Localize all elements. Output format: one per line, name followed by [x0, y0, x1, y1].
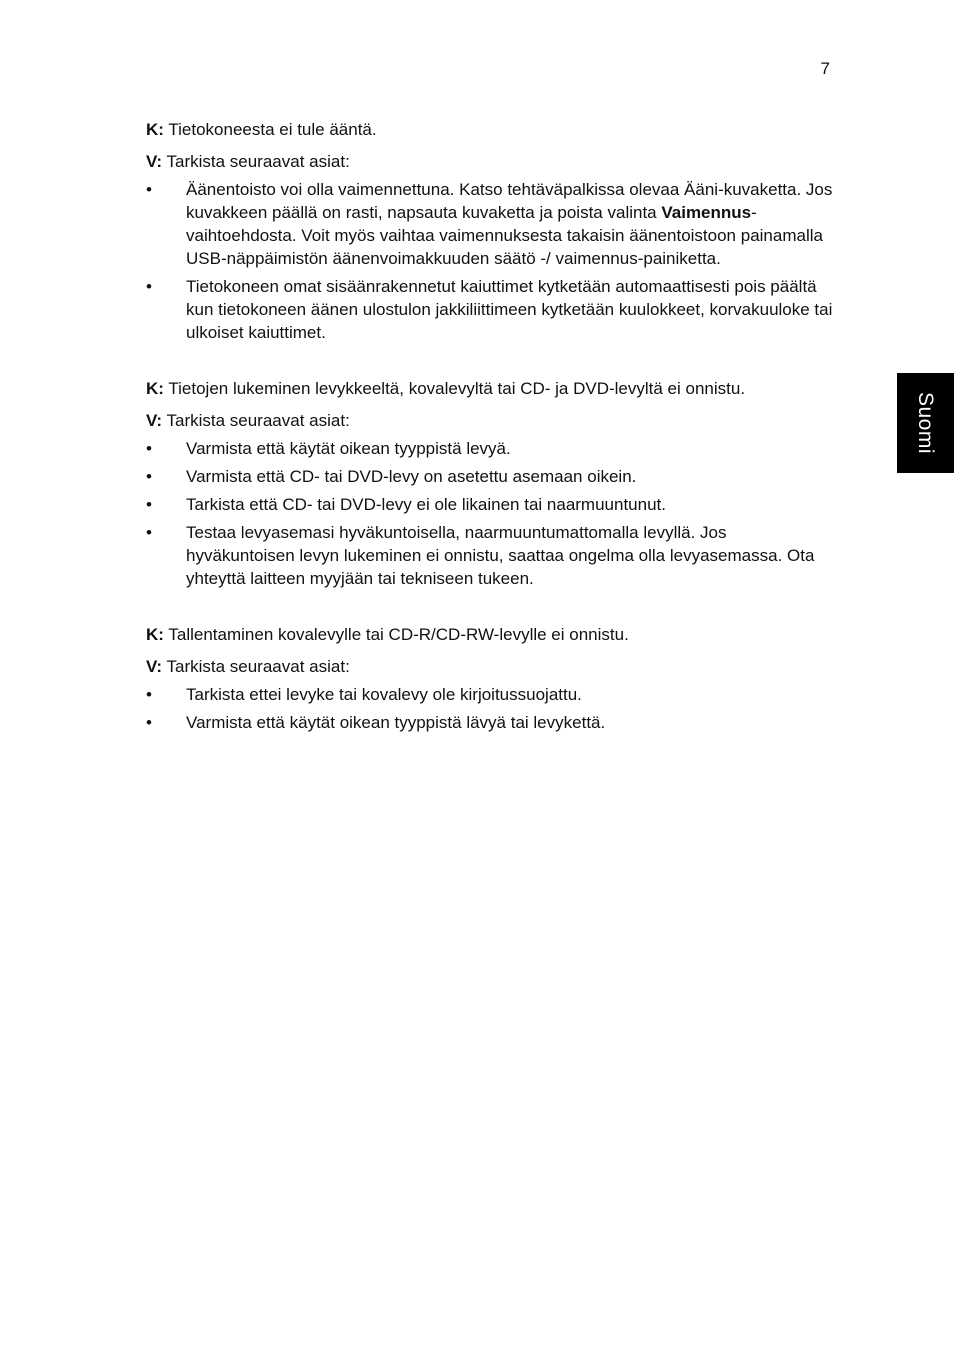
answer-line [146, 150, 836, 173]
answer-text: Tarkista seuraavat asiat: [166, 411, 350, 430]
answer-text: Tarkista seuraavat asiat: [166, 657, 350, 676]
bullet-icon: • [146, 277, 152, 296]
bullet-list [146, 437, 836, 590]
language-tab-label: Suomi [914, 391, 937, 455]
question-text: Tietokoneesta ei tule ääntä. [168, 120, 377, 139]
list-item [146, 683, 836, 706]
bullet-list [146, 178, 836, 344]
list-item [146, 275, 836, 344]
question-line [146, 118, 836, 141]
question-text: Tietojen lukeminen levykkeeltä, kovalevyltä tai CD- ja DVD-levyltä ei onnistu. [168, 379, 746, 398]
list-item-text: Äänentoisto voi olla vaimennettuna. Katso tehtäväpalkissa olevaa Ääni-kuvaketta. Jos kuvakkeen päällä on rasti, napsauta kuvaketta ja poista valinta [186, 180, 833, 222]
question-line [146, 377, 836, 400]
qa-section-disc-write [146, 623, 836, 734]
list-item-text: Tarkista että CD- tai DVD-levy ei ole likainen tai naarmuuntunut. [186, 495, 666, 514]
list-item [146, 711, 836, 734]
question-line [146, 623, 836, 646]
language-side-tab [897, 373, 954, 473]
answer-label: V: [146, 152, 163, 171]
list-item-text: Testaa levyasemasi hyväkuntoisella, naarmuuntumattomalla levyllä. Jos hyväkuntoisen levyn lukeminen ei onnistu, saattaa ongelma olla levyasemassa. Ota yhteyttä laitteen myyjään tai tekniseen tukeen. [186, 523, 815, 588]
question-label: K: [146, 379, 164, 398]
list-item [146, 465, 836, 488]
bullet-icon: • [146, 523, 152, 542]
bullet-icon: • [146, 180, 152, 199]
list-item-text: Tietokoneen omat sisäänrakennetut kaiuttimet kytketään automaattisesti pois päältä kun tietokoneen äänen ulostulon jakkiliittimeen kytketään kuulokkeet, korvakuuloke tai ulkoiset kaiuttimet. [186, 277, 833, 342]
qa-section-disc-read [146, 377, 836, 590]
list-item [146, 493, 836, 516]
list-item-text: Varmista että käytät oikean tyyppistä levyä. [186, 439, 511, 458]
bullet-icon: • [146, 713, 152, 732]
answer-line [146, 409, 836, 432]
list-item-bold-text: Vaimennus [661, 203, 752, 222]
question-label: K: [146, 120, 164, 139]
list-item-text: -vaihtoehdosta. Voit myös vaihtaa vaimennuksesta takaisin äänentoistoon painamalla USB-näppäimistön äänenvoimakkuuden säätö -/ vaimennus-painiketta. [186, 203, 823, 268]
qa-section-sound [146, 118, 836, 344]
answer-text: Tarkista seuraavat asiat: [166, 152, 350, 171]
document-body [146, 118, 836, 767]
list-item-text: Varmista että käytät oikean tyyppistä lävyä tai levykettä. [186, 713, 606, 732]
answer-label: V: [146, 657, 163, 676]
bullet-list [146, 683, 836, 734]
bullet-icon: • [146, 467, 152, 486]
answer-label: V: [146, 411, 163, 430]
bullet-icon: • [146, 685, 152, 704]
list-item [146, 437, 836, 460]
bullet-icon: • [146, 439, 152, 458]
question-text: Tallentaminen kovalevylle tai CD-R/CD-RW-levylle ei onnistu. [168, 625, 629, 644]
answer-line [146, 655, 836, 678]
page-number: 7 [820, 59, 830, 78]
list-item-text: Varmista että CD- tai DVD-levy on asetettu asemaan oikein. [186, 467, 637, 486]
bullet-icon: • [146, 495, 152, 514]
list-item [146, 521, 836, 590]
list-item [146, 178, 836, 270]
question-label: K: [146, 625, 164, 644]
list-item-text: Tarkista ettei levyke tai kovalevy ole kirjoitussuojattu. [186, 685, 582, 704]
